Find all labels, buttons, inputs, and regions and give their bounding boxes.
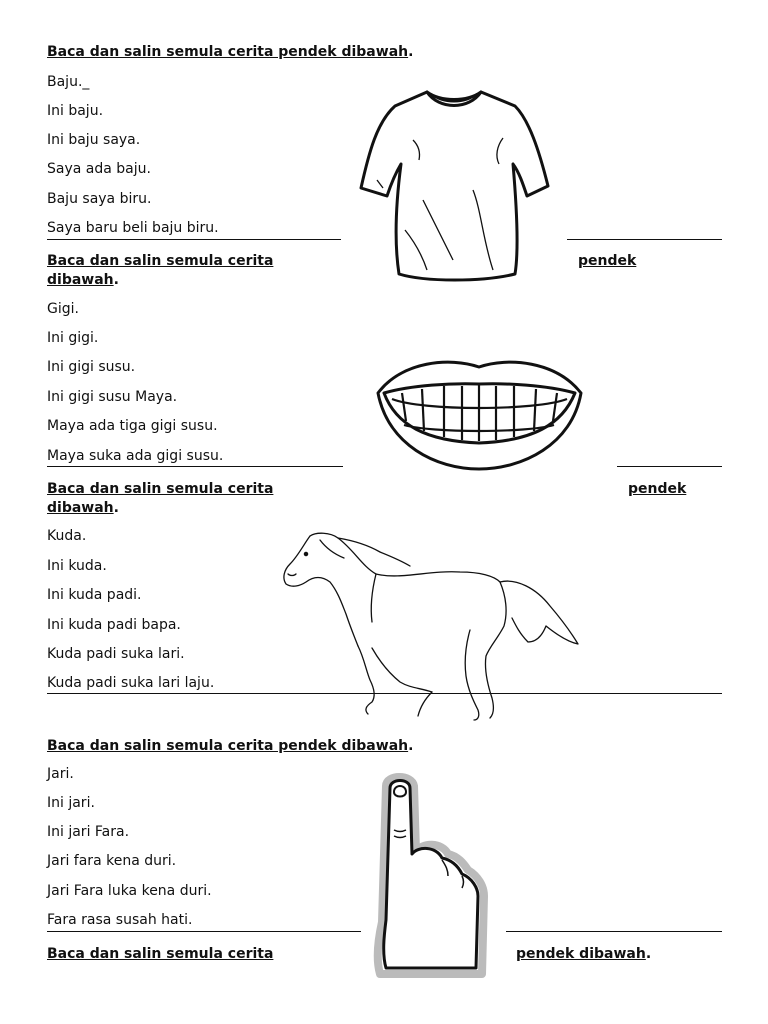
story-line: Baju saya biru. [47, 191, 152, 207]
story-line: Jari Fara luka kena duri. [47, 883, 212, 899]
story-line: Ini kuda padi. [47, 587, 142, 603]
story-line: Saya baru beli baju biru. [47, 220, 219, 236]
story-line: Ini gigi susu. [47, 359, 136, 375]
story-line: Kuda. [47, 528, 87, 544]
story-line: Kuda padi suka lari laju. [47, 675, 215, 691]
story-line: Ini kuda. [47, 558, 107, 574]
story-line: Maya suka ada gigi susu. [47, 448, 224, 464]
finger-icon [372, 770, 494, 982]
story-line: Ini jari. [47, 795, 95, 811]
writing-line [47, 931, 361, 932]
story-line: Saya ada baju. [47, 161, 151, 177]
writing-line [567, 239, 722, 240]
section-heading-jari: Baca dan salin semula cerita pendek dibawah. [47, 738, 414, 754]
writing-line [617, 466, 722, 467]
section-heading-kuda-end: dibawah. [47, 500, 119, 516]
section-heading-gigi: Baca dan salin semula cerita [47, 253, 274, 269]
story-line: Ini kuda padi bapa. [47, 617, 181, 633]
writing-line [506, 931, 722, 932]
section-heading-kuda-cont: pendek [628, 481, 687, 497]
story-line: Ini baju. [47, 103, 104, 119]
story-line: Kuda padi suka lari. [47, 646, 185, 662]
story-line: Gigi. [47, 301, 79, 317]
story-line: Ini gigi. [47, 330, 99, 346]
writing-line [47, 466, 343, 467]
story-line: Ini gigi susu Maya. [47, 389, 178, 405]
horse-icon [280, 530, 582, 722]
story-line: Maya ada tiga gigi susu. [47, 418, 218, 434]
section-heading-gigi-cont: pendek [578, 253, 637, 269]
mouth-teeth-icon [372, 355, 587, 477]
t-shirt-icon [343, 80, 565, 292]
section-heading-kuda: Baca dan salin semula cerita [47, 481, 274, 497]
section-heading-gigi-end: dibawah. [47, 272, 119, 288]
section-heading-final-cont: pendek dibawah. [516, 946, 652, 962]
section-heading-final: Baca dan salin semula cerita [47, 946, 274, 962]
story-line: Jari fara kena duri. [47, 853, 177, 869]
story-line: Baju._ [47, 74, 90, 90]
writing-line [47, 239, 341, 240]
story-line: Fara rasa susah hati. [47, 912, 193, 928]
story-line: Jari. [47, 766, 74, 782]
story-line: Ini baju saya. [47, 132, 141, 148]
section-heading-baju: Baca dan salin semula cerita pendek dibawah. [47, 44, 414, 60]
story-line: Ini jari Fara. [47, 824, 130, 840]
